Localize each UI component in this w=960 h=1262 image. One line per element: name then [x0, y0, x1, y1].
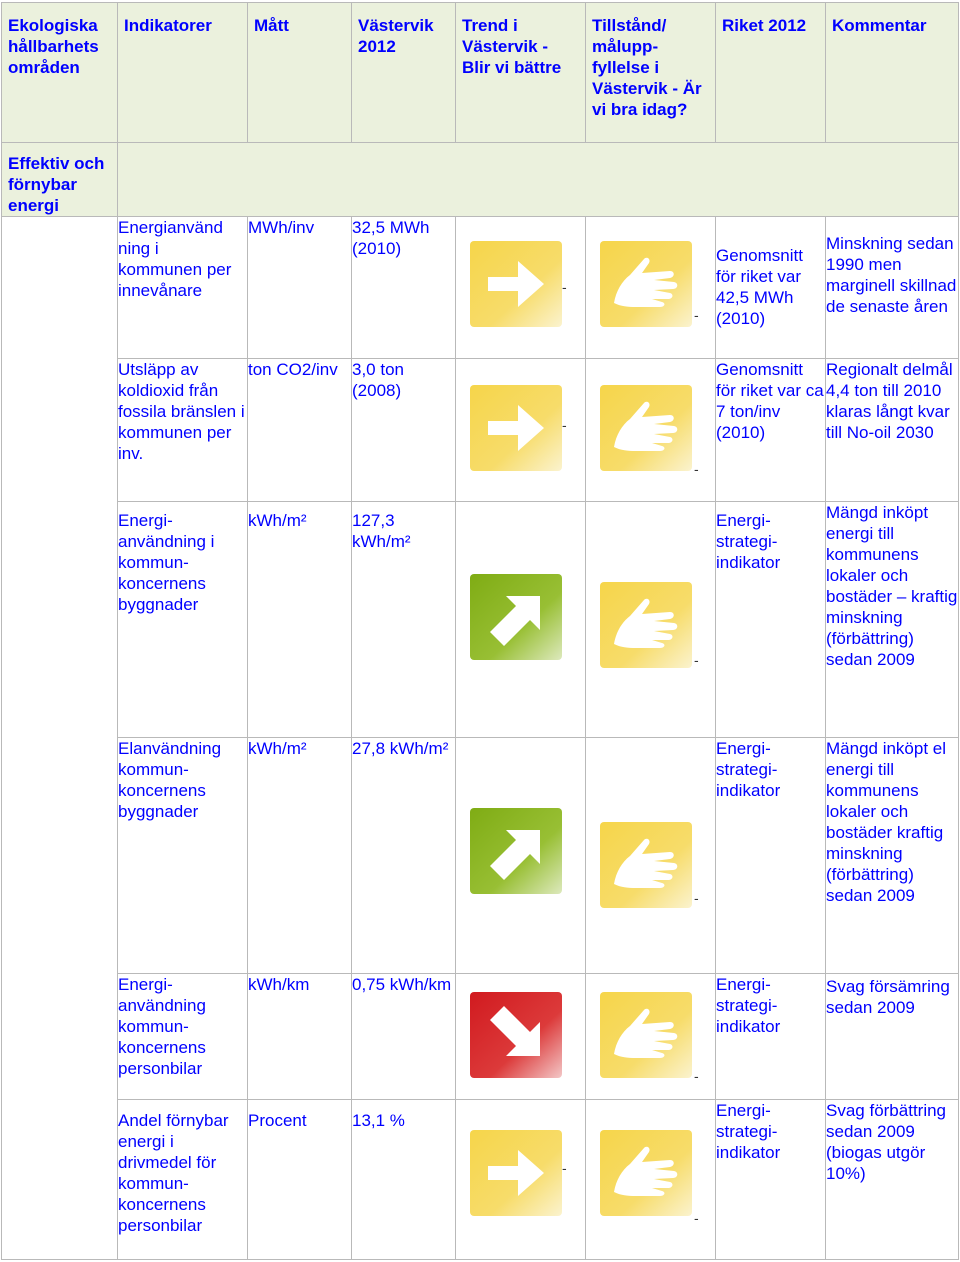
section-filler — [118, 143, 959, 217]
indicator-cell: Utsläpp av koldioxid från fossila bränslen i kommunen per inv. — [118, 359, 248, 502]
status-mark: - — [694, 652, 699, 668]
table-row — [2, 217, 959, 359]
header-status: Tillstånd/ målupp- fyllelse i Västervik - Är vi bra idag? — [586, 3, 716, 143]
green-up-right-arrow-icon — [470, 574, 562, 660]
measure-cell: Procent — [248, 1100, 352, 1260]
indicator-cell: Energi- användning i kommun- koncernens byggnader — [118, 502, 248, 738]
value-cell: 127,3 kWh/m² — [352, 502, 456, 738]
header-nation: Riket 2012 — [716, 3, 826, 143]
comment-cell: Regionalt delmål 4,4 ton till 2010 klaras långt kvar till No-oil 2030 — [826, 359, 959, 502]
trend-mark: - — [562, 417, 567, 433]
yellow-right-arrow-icon — [470, 241, 562, 327]
table-row — [2, 738, 959, 974]
trend-cell — [456, 974, 586, 1100]
value-cell: 0,75 kWh/km — [352, 974, 456, 1100]
yellow-flat-hand-icon — [600, 385, 692, 471]
section-row — [2, 143, 959, 217]
nation-cell: Genomsnitt för riket var ca 7 ton/inv (2010) — [716, 359, 826, 502]
indicator-cell: Energi- användning kommun- koncernens personbilar — [118, 974, 248, 1100]
status-mark: - — [694, 890, 699, 906]
value-cell: 13,1 % — [352, 1100, 456, 1260]
table-row — [2, 974, 959, 1100]
table-row — [2, 502, 959, 738]
measure-cell: kWh/km — [248, 974, 352, 1100]
yellow-right-arrow-icon — [470, 1130, 562, 1216]
trend-cell — [456, 502, 586, 738]
header-indicators: Indikatorer — [118, 3, 248, 143]
area-column-cell — [2, 217, 118, 1260]
comment-cell: Svag förbättring sedan 2009 (biogas utgör 10%) — [826, 1100, 959, 1260]
status-cell — [586, 359, 716, 502]
red-down-right-arrow-icon — [470, 992, 562, 1078]
status-cell — [586, 1100, 716, 1260]
comment-cell: Mängd inköpt el energi till kommunens lokaler och bostäder kraftig minskning (förbättring) sedan 2009 — [826, 738, 959, 974]
header-area: Ekologiska hållbarhets områden — [2, 3, 118, 143]
header-value: Västervik 2012 — [352, 3, 456, 143]
table-row — [2, 1100, 959, 1260]
nation-cell: Energi- strategi- indikator — [716, 974, 826, 1100]
green-up-right-arrow-icon — [470, 808, 562, 894]
section-title: Effektiv och förnybar energi — [2, 143, 118, 217]
comment-cell: Svag försämring sedan 2009 — [826, 974, 959, 1100]
status-mark: - — [694, 307, 699, 323]
indicator-cell: Elanvändning kommun- koncernens byggnader — [118, 738, 248, 974]
header-comment: Kommentar — [826, 3, 959, 143]
status-cell — [586, 974, 716, 1100]
status-mark: - — [694, 1210, 699, 1226]
yellow-flat-hand-icon — [600, 1130, 692, 1216]
measure-cell: MWh/inv — [248, 217, 352, 359]
status-cell — [586, 738, 716, 974]
status-mark: - — [694, 461, 699, 477]
comment-cell: Mängd inköpt energi till kommunens lokaler och bostäder – kraftig minskning (förbättring) sedan 2009 — [826, 502, 959, 738]
table-row — [2, 359, 959, 502]
measure-cell: kWh/m² — [248, 738, 352, 974]
yellow-right-arrow-icon — [470, 385, 562, 471]
measure-cell: kWh/m² — [248, 502, 352, 738]
sustainability-indicator-table — [1, 2, 959, 1260]
yellow-flat-hand-icon — [600, 582, 692, 668]
indicator-cell: Energianvänd ning i kommunen per innevånare — [118, 217, 248, 359]
status-cell — [586, 217, 716, 359]
header-measure: Mått — [248, 3, 352, 143]
measure-cell: ton CO2/inv — [248, 359, 352, 502]
nation-cell: Genomsnitt för riket var 42,5 MWh (2010) — [716, 217, 826, 359]
trend-cell — [456, 217, 586, 359]
indicator-cell: Andel förnybar energi i drivmedel för kommun- koncernens personbilar — [118, 1100, 248, 1260]
value-cell: 3,0 ton (2008) — [352, 359, 456, 502]
trend-mark: - — [562, 1160, 567, 1176]
status-cell — [586, 502, 716, 738]
yellow-flat-hand-icon — [600, 992, 692, 1078]
nation-cell: Energi- strategi- indikator — [716, 502, 826, 738]
nation-cell: Energi- strategi- indikator — [716, 1100, 826, 1260]
value-cell: 32,5 MWh (2010) — [352, 217, 456, 359]
header-row — [2, 3, 959, 143]
header-trend: Trend i Västervik - Blir vi bättre — [456, 3, 586, 143]
nation-cell: Energi- strategi- indikator — [716, 738, 826, 974]
trend-mark: - — [562, 279, 567, 295]
trend-cell — [456, 359, 586, 502]
trend-cell — [456, 738, 586, 974]
value-cell: 27,8 kWh/m² — [352, 738, 456, 974]
status-mark: - — [694, 1068, 699, 1084]
yellow-flat-hand-icon — [600, 822, 692, 908]
yellow-flat-hand-icon — [600, 241, 692, 327]
comment-cell: Minskning sedan 1990 men marginell skillnad de senaste åren — [826, 217, 959, 359]
trend-cell — [456, 1100, 586, 1260]
